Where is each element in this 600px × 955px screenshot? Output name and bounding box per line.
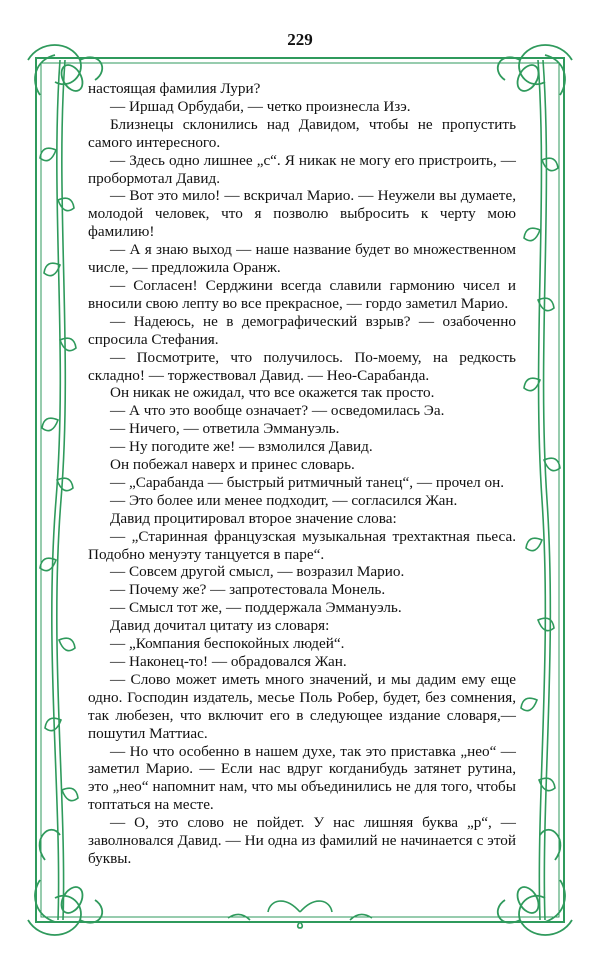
paragraph: — Ничего, — ответила Эммануэль.: [110, 420, 340, 438]
paragraph: Он никак не ожидал, что все окажется так просто.: [110, 384, 435, 402]
paragraph: — Смысл тот же, — поддержала Эммануэль.: [110, 599, 402, 617]
paragraph: — Но что особенно в нашем духе, так это приставка „нео“ — заметил Марио. — Если нас вдруг когданибудь затянет рутина, это „нео“ напомнит нам, что мы объединились не для того, чтобы топтаться на месте.: [88, 742, 516, 814]
paragraph: — Иршад Орбудаби, — четко произнесла Изэ.: [110, 97, 411, 115]
paragraph: — Совсем другой смысл, — возразил Марио.: [110, 563, 405, 581]
bottom-center-ornament: [228, 901, 372, 928]
paragraph: — Почему же? — запротестовала Монель.: [110, 581, 386, 599]
paragraph: — А что это вообще означает? — осведомилась Эа.: [110, 402, 445, 420]
paragraph: — О, это слово не пойдет. У нас лишняя буква „р“, — заволновался Давид. — Ни одна из фамилий не начинается с этой буквы.: [88, 814, 516, 867]
paragraph: — „Старинная французская музыкальная трехтактная пьеса. Подобно менуэту танцуется в паре“.: [88, 527, 516, 563]
page-number: 229: [287, 30, 313, 49]
paragraph: — Надеюсь, не в демографический взрыв? — озабоченно спросила Стефания.: [88, 312, 516, 348]
paragraph: Давид процитировал второе значение слова:: [110, 509, 397, 527]
paragraph: — „Сарабанда — быстрый ритмичный танец“, — прочел он.: [110, 473, 505, 491]
paragraph: — Это более или менее подходит, — согласился Жан.: [110, 491, 458, 509]
paragraph: — Наконец-то! — обрадовался Жан.: [110, 653, 347, 670]
paragraph: — „Компания беспокойных людей“.: [110, 635, 345, 653]
paragraph: — Здесь одно лишнее „с“. Я никак не могу его пристроить, — пробормотал Давид.: [88, 151, 516, 187]
right-vine-ornament: [521, 60, 560, 920]
paragraph: Близнецы склонились над Давидом, чтобы не пропустить самого интересного.: [88, 115, 516, 151]
paragraph: — Согласен! Серджини всегда славили гармонию чисел и вносили свою лепту во все прекрасное, — гордо заметил Марио.: [88, 276, 516, 312]
paragraph: Он побежал наверх и принес словарь.: [110, 456, 355, 474]
paragraph: — Ну погодите же! — взмолился Давид.: [110, 438, 373, 456]
paragraph: — А я знаю выход — наше название будет во множественном числе, — предложила Оранж.: [88, 241, 516, 277]
paragraph: — Вот это мило! — вскричал Марио. — Неужели вы думаете, молодой человек, что я позволю выбросить к черту мою фамилию!: [88, 187, 516, 241]
left-vine-ornament: [40, 60, 78, 920]
paragraph: настоящая фамилия Лури?: [88, 80, 261, 97]
paragraph: — Посмотрите, что получилось. По-моему, на редкость складно! — торжествовал Давид. — Нео-Сарабанда.: [88, 348, 516, 384]
paragraph: Давид дочитал цитату из словаря:: [110, 617, 330, 635]
paragraph: — Слово может иметь много значений, и мы дадим ему еще одно. Господин издатель, месье Поль Робер, будет, без сомнения, так любезен, что включит его в следующее издание словаря,—пошутил Маттиас.: [88, 670, 516, 742]
body-text: [88, 80, 516, 868]
